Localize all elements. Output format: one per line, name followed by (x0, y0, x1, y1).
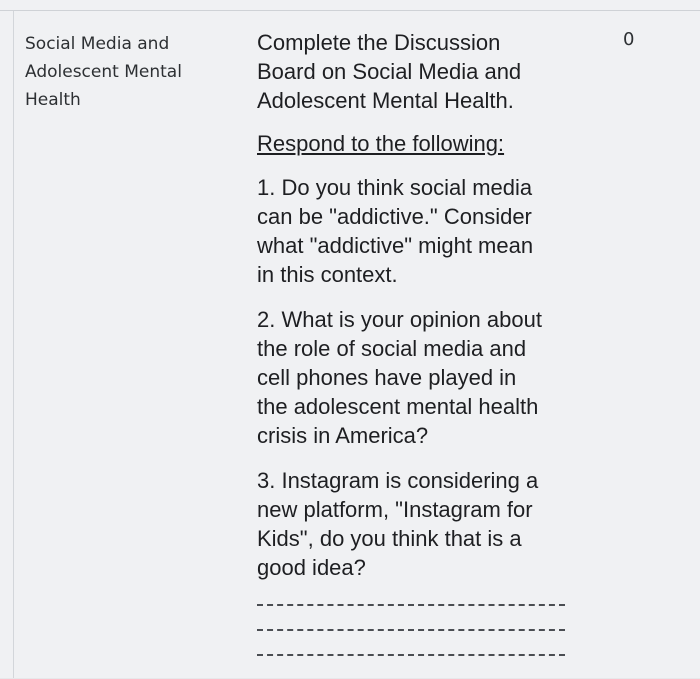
question-line: cell phones have played in (257, 365, 517, 390)
topic-label (25, 30, 215, 114)
prompt-title (257, 28, 577, 115)
question-content (257, 28, 577, 679)
question-line: 2. What is your opinion about (257, 307, 542, 332)
points-value: 0 (623, 29, 635, 50)
question-line: the adolescent mental health (257, 394, 539, 419)
question-3 (257, 466, 577, 582)
dashed-line (257, 654, 565, 657)
question-line: in this context. (257, 262, 398, 287)
question-line: new platform, "Instagram for (257, 497, 533, 522)
title-line: Board on Social Media and (257, 59, 522, 84)
dashed-line (257, 604, 565, 607)
title-line: Adolescent Mental Health. (257, 88, 514, 113)
question-line: Kids", do you think that is a (257, 526, 522, 551)
topic-line: Adolescent Mental (25, 62, 182, 82)
question-line: 1. Do you think social media (257, 175, 533, 200)
question-row (14, 11, 700, 678)
title-line: Complete the Discussion (257, 30, 501, 55)
question-line: 3. Instagram is considering a (257, 468, 539, 493)
question-line: the role of social media and (257, 336, 527, 361)
answer-lines (257, 604, 577, 657)
question-line: can be "addictive." Consider (257, 204, 532, 229)
question-line: good idea? (257, 555, 366, 580)
question-1 (257, 173, 577, 289)
topic-line: Social Media and (25, 34, 170, 54)
question-line: what "addictive" might mean (257, 233, 534, 258)
dashed-line (257, 629, 565, 632)
question-line: crisis in America? (257, 423, 429, 448)
topic-line: Health (25, 90, 81, 110)
question-2 (257, 305, 577, 450)
respond-heading: Respond to the following: (257, 131, 505, 156)
